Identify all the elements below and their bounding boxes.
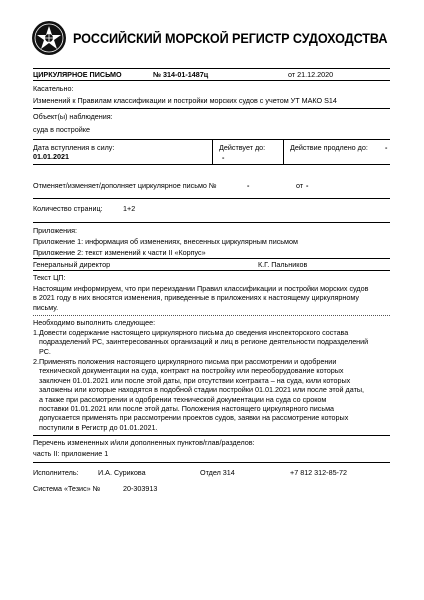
cancels-from-label: от [296,181,304,190]
attachments-label: Приложения: [33,226,78,235]
action-number: 2. [33,357,39,366]
extended-until-value: - [385,143,388,152]
subject-label: Касательно: [33,84,74,93]
system-label: Система «Тезис» № [33,484,101,493]
changed-list-value: часть II: приложение 1 [33,449,109,458]
executor-label: Исполнитель: [33,468,79,477]
actions-label: Необходимо выполнить следующее: [33,318,156,327]
objects-label: Объект(ы) наблюдения: [33,112,113,121]
valid-until-value: - [222,153,225,162]
letter-date: от 21.12.2020 [288,70,334,79]
action-line: подразделений РС, заинтересованных организаций и лиц в регионе деятельности подразделений [39,337,369,347]
valid-until-label: Действует до: [219,143,266,152]
action-line: заключен 01.01.2021 или после этой даты, при отсутствии контракта – на суда, кили которых [39,375,351,385]
attachment-item: Приложение 2: текст изменений к части II «Корпус» [33,248,206,257]
body-label: Текст ЦП: [33,273,66,282]
action-line: поступили в Регистр до 01.01.2021. [39,422,158,432]
objects-value: суда в постройке [33,125,90,134]
action-line: технической документации на суда, контракт на постройку или переоборудование которых [39,366,344,376]
action-line: а также при рассмотрении и одобрении технической документации на суда со сроком [39,394,327,404]
attachment-item: Приложение 1: информация об изменениях, внесенных циркулярным письмом [33,237,298,246]
subject-value: Изменений к Правилам классификации и постройки морских судов с учетом УТ МАКО S14 [33,96,337,105]
signatory-position: Генеральный директор [33,260,111,269]
body-intro [33,284,390,312]
cancels-label: Отменяет/изменяет/дополняет циркулярное письмо № [33,181,217,190]
org-title: РОССИЙСКИЙ МОРСКОЙ РЕГИСТР СУДОХОДСТВА [73,31,388,46]
cancels-number: - [247,181,250,190]
action-line: допускается применять при рассмотрении проектов судов, заявки на рассмотрение которых [39,413,349,423]
action-line: заложены или которые находятся в подобной стадии постройки 01.01.2021 или после этой даты, [39,385,365,395]
body-intro-line: письму. [33,302,59,312]
system-number: 20-303913 [123,484,158,493]
action-number: 1. [33,328,39,337]
action-line: РС. [39,346,51,356]
letter-number: № 314-01-1487ц [153,70,209,79]
effective-date-label: Дата вступления в силу: [33,143,115,152]
body-intro-line: Настоящим информируем, что при переиздании Правил классификации и постройки морских судов [33,284,369,293]
effective-date-value: 01.01.2021 [33,152,69,161]
cancels-from-value: - [306,181,309,190]
page-count-value: 1+2 [123,204,136,213]
phone-number: +7 812 312-85-72 [290,468,347,477]
page-count-label: Количество страниц: [33,204,103,213]
body-intro-line: в 2021 году в них вносятся изменения, приведенные в приложениях к настоящему циркулярному [33,293,359,303]
department: Отдел 314 [200,468,235,477]
letter-type: ЦИРКУЛЯРНОЕ ПИСЬМО [33,70,122,79]
action-line: Довести содержание настоящего циркулярного письма до сведения инспекторского состава [39,328,349,337]
action-line: поставки 01.01.2021 или после этой даты. Положения настоящего циркулярного письма [39,404,335,414]
changed-list-label: Перечень измененных и/или дополненных пунктов/глав/разделов: [33,438,255,447]
executor-name: И.А. Сурикова [98,468,146,477]
extended-until-label: Действие продлено до: [290,143,368,152]
rs-logo [31,20,67,56]
signatory-name: К.Г. Пальников [258,260,308,269]
action-line: Применять положения настоящего циркулярного письма при рассмотрении и одобрении [39,357,337,366]
